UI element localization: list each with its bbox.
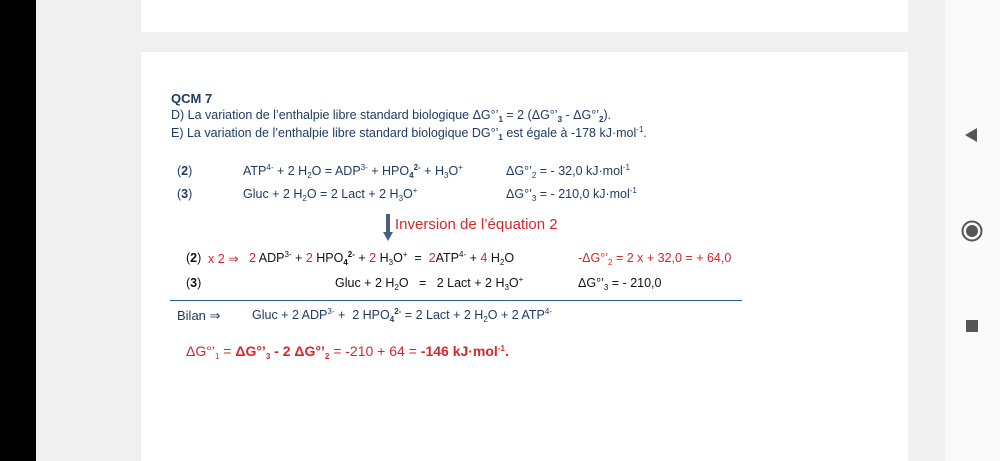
bilan-label: Bilan ⇒ (177, 308, 221, 323)
equation-2-reaction: $ATP^{4-} + 2$ $H_2O = ADP^{3-} + HPO_4^{2-} + H_3O^+$ (243, 163, 463, 180)
step-3-label: (3) (186, 276, 202, 290)
equation-3-reaction: Gluc + 2 $H_2O = 2$ Lact + 2 $H_3O^+$ (243, 186, 418, 203)
step-2-dg: $-\Delta G^\circ’_2 = 2$ x + 32,0 = + 64,0 (578, 251, 732, 267)
equation-2-label: (2) (177, 164, 193, 178)
divider (170, 300, 742, 301)
equation-3-label: (3) (177, 187, 193, 201)
previous-page (141, 0, 908, 32)
inversion-label: Inversion de l’équation 2 (395, 216, 558, 233)
step-3-dg: $\Delta G^\circ’_3$ = - 210,0 (578, 276, 662, 292)
step-3-reaction: Gluc + 2 $H_2O = 2$ Lact + 2 $H_3O^+$ (335, 275, 524, 292)
step-2-reaction: 2 $ADP^{3-} + 2$ $HPO_4^{2-} + 2$ $H_3O^+ = 2ATP^{4-} + 4$ $H_2O$ (249, 250, 515, 267)
statement-d: D) La variation de l’enthalpie libre standard biologique $\Delta G^\circ’_1 = 2$ ($\Delta G^\circ’_3$ - $\Delta G^\circ’_2$). (171, 108, 612, 124)
navigation-bar (945, 0, 1000, 461)
step-2-label: (2) (186, 251, 202, 265)
equation-2-dg: $\Delta G^\circ’_2$ = - 32,0 kJ·mol$^{-1}$ (506, 163, 630, 180)
recents-square-icon[interactable] (965, 319, 979, 333)
equation-3-dg: $\Delta G^\circ’_3$ = - 210,0 kJ·mol$^{-1}$ (506, 186, 637, 203)
back-triangle-icon[interactable] (963, 127, 979, 143)
statement-e: E) La variation de l’enthalpie libre standard biologique $DG^\circ’_1$ est égale à -178 kJ·mol$^{-1}$. (171, 125, 647, 142)
bilan-reaction: Gluc + 2 $ADP^{3-} + 2$ $HPO_4^{2-} = 2$ Lact + 2 $H_2O + 2$ $ATP^{4-}$ (252, 307, 552, 324)
home-circle-icon[interactable] (961, 220, 983, 242)
multiply-by-2: x 2 ⇒ (208, 252, 239, 266)
result-equation: $\Delta G^\circ’_1$ = $\Delta G^\circ’_3 - 2$ $\Delta G^\circ’_2 = -210 + 64 = -146$ kJ·mol$^{-1}$. (186, 343, 509, 361)
qcm-title: QCM 7 (171, 91, 213, 106)
down-arrow-icon (383, 214, 393, 242)
